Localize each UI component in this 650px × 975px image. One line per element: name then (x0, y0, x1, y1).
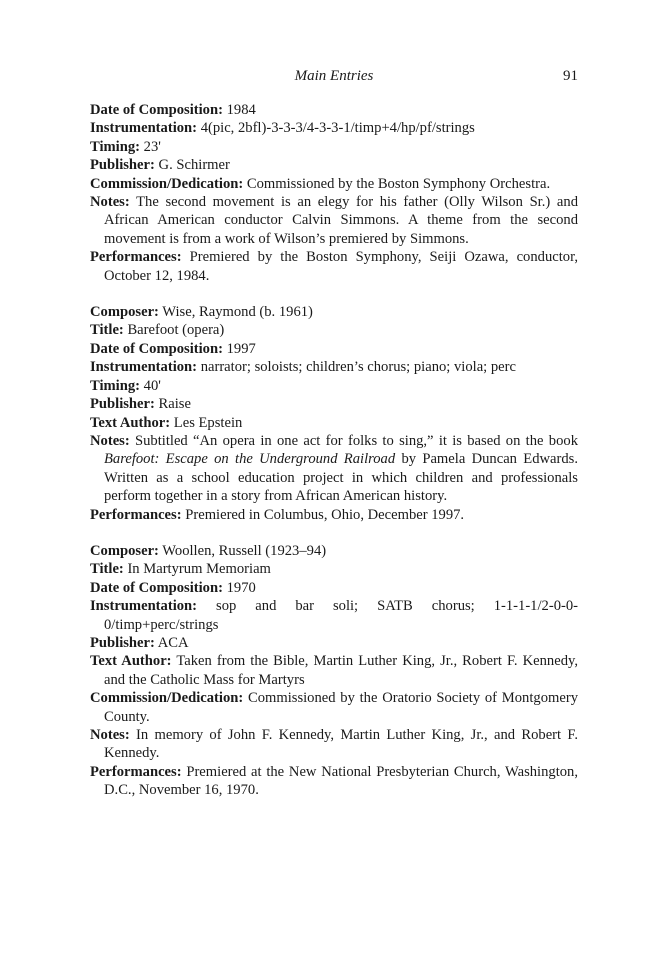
field-value: Premiered in Columbus, Ohio, December 1997. (185, 506, 465, 523)
field-label: Notes: (90, 194, 130, 211)
field-label: Commission/Dedication: (90, 175, 244, 192)
field-value: Premiered at the New National Presbyterian Church, Washington, D.C., November 16, 1970. (104, 763, 578, 799)
field-timing (90, 377, 578, 395)
field-value-pre: Subtitled “An opera in one act for folks to sing,” it is based on the book (135, 432, 578, 449)
field-label: Notes: (90, 727, 130, 743)
field-value: Woollen, Russell (1923–94) (162, 542, 327, 559)
field-value: Les Epstein (173, 414, 243, 431)
field-text-author (90, 414, 578, 432)
running-header (90, 68, 578, 88)
field-value: narrator; soloists; children’s chorus; piano; viola; perc (200, 359, 516, 376)
field-value: ACA (157, 634, 189, 651)
field-label: Text Author: (90, 414, 171, 431)
field-label: Composer: (90, 304, 159, 321)
field-value: 23' (143, 138, 161, 155)
field-text-author (90, 652, 578, 689)
page-body (90, 101, 578, 818)
field-title (90, 321, 578, 339)
field-timing (90, 138, 578, 156)
field-label: Text Author: (90, 653, 172, 670)
entry-woollen (90, 542, 578, 800)
field-performances (90, 506, 578, 524)
field-label: Performances: (90, 506, 182, 523)
field-commission (90, 175, 578, 193)
field-label: Commission/Dedication: (90, 690, 244, 707)
field-label: Publisher: (90, 157, 155, 174)
field-date-of-composition (90, 101, 578, 119)
field-label: Title: (90, 322, 124, 339)
field-value: G. Schirmer (158, 157, 230, 174)
field-instrumentation (90, 358, 578, 376)
field-label: Title: (90, 561, 124, 578)
field-value: 40' (143, 377, 161, 394)
field-value: Premiered by the Boston Symphony, Seiji Ozawa, conductor, October 12, 1984. (104, 249, 578, 284)
field-title (90, 560, 578, 578)
field-label: Publisher: (90, 634, 155, 651)
field-label: Date of Composition: (90, 579, 223, 596)
field-label: Performances: (90, 763, 182, 780)
entry-wise (90, 303, 578, 524)
running-title: Main Entries (294, 68, 374, 84)
field-value: Commissioned by the Boston Symphony Orchestra. (246, 175, 551, 192)
field-performances (90, 763, 578, 800)
entry-continued (90, 101, 578, 285)
field-value: Commissioned by the Oratorio Society of Montgomery County. (104, 690, 578, 725)
field-label: Notes: (90, 432, 130, 449)
field-notes (90, 193, 578, 248)
field-label: Instrumentation: (90, 120, 198, 137)
field-instrumentation (90, 597, 578, 634)
field-label: Publisher: (90, 396, 155, 413)
field-label: Instrumentation: (90, 598, 198, 615)
field-label: Date of Composition: (90, 340, 223, 357)
field-publisher (90, 156, 578, 174)
field-notes (90, 432, 578, 506)
field-label: Performances: (90, 249, 182, 266)
field-label: Instrumentation: (90, 359, 198, 376)
field-performances (90, 248, 578, 285)
field-date-of-composition (90, 579, 578, 597)
field-label: Timing: (90, 138, 141, 155)
field-label: Composer: (90, 542, 159, 559)
field-publisher (90, 634, 578, 652)
field-publisher (90, 395, 578, 413)
field-value: 1997 (226, 340, 256, 357)
field-value: sop and bar soli; SATB chorus; 1-1-1-1/2-0-0-0/timp+perc/strings (104, 598, 579, 633)
page-number: 91 (563, 68, 578, 84)
field-value: In memory of John F. Kennedy, Martin Luther King, Jr., and Robert F. Kennedy. (104, 727, 578, 762)
field-value-post: by Pamela Duncan Edwards. Written as a school education project in which children and professionals perform together in a story from African American history. (104, 451, 578, 505)
field-value: Taken from the Bible, Martin Luther King, Jr., Robert F. Kennedy, and the Catholic Mass for Martyrs (104, 653, 578, 688)
field-value: In Martyrum Memoriam (127, 561, 271, 578)
field-value: Raise (158, 396, 191, 413)
field-value: The second movement is an elegy for his father (Olly Wilson Sr.) and African American conductor Calvin Simmons. A theme from the second movement is from a work of Wilson’s premiered by Simmons. (104, 194, 578, 247)
field-composer (90, 542, 578, 560)
field-value: Wise, Raymond (b. 1961) (162, 304, 313, 321)
field-composer (90, 303, 578, 321)
field-value: Barefoot (opera) (127, 322, 225, 339)
field-value: 1984 (226, 102, 256, 118)
field-label: Date of Composition: (90, 102, 223, 118)
field-label: Timing: (90, 377, 141, 394)
field-value: 4(pic, 2bfl)-3-3-3/4-3-3-1/timp+4/hp/pf/strings (200, 120, 475, 137)
book-title: Barefoot: Escape on the Underground Railroad (104, 451, 396, 468)
field-date-of-composition (90, 340, 578, 358)
field-value: 1970 (226, 579, 256, 596)
field-notes (90, 726, 578, 763)
field-instrumentation (90, 119, 578, 137)
field-commission (90, 689, 578, 726)
